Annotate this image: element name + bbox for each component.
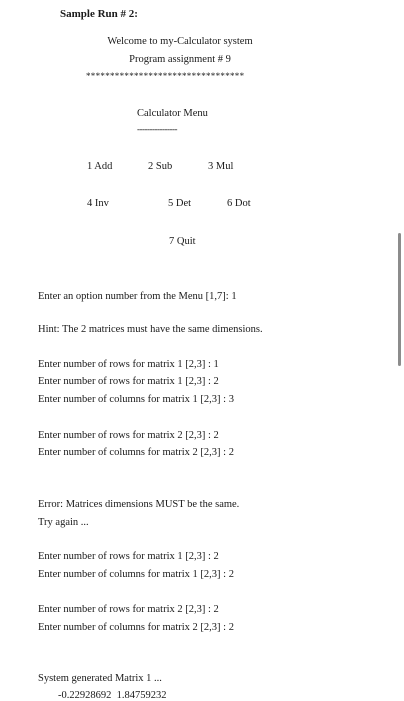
try-again-message: Try again ...: [38, 517, 89, 528]
matrix2-cols-prompt: Enter number of columns for matrix 2 [2,3] : 2: [38, 447, 234, 458]
menu-option-quit: 7 Quit: [169, 236, 196, 247]
assignment-line: Program assignment # 9: [129, 54, 231, 65]
matrix2-cols-prompt: Enter number of columns for matrix 2 [2,3] : 2: [38, 622, 234, 633]
menu-option-mul: 3 Mul: [208, 161, 234, 172]
hint-line: Hint: The 2 matrices must have the same dimensions.: [38, 324, 263, 335]
menu-option-add: 1 Add: [87, 161, 113, 172]
menu-option-sub: 2 Sub: [148, 161, 173, 172]
matrix1-cols-prompt: Enter number of columns for matrix 1 [2,3] : 3: [38, 394, 234, 405]
welcome-line: Welcome to my-Calculator system: [107, 36, 253, 47]
menu-underline: ----------------: [137, 124, 177, 134]
matrix2-rows-prompt: Enter number of rows for matrix 2 [2,3] : 2: [38, 604, 219, 615]
error-message: Error: Matrices dimensions MUST be the same.: [38, 499, 240, 510]
vertical-scrollbar[interactable]: [398, 233, 401, 366]
matrix1-cols-prompt: Enter number of columns for matrix 1 [2,3] : 2: [38, 569, 234, 580]
generated-matrix-label: System generated Matrix 1 ...: [38, 673, 162, 684]
menu-option-inv: 4 Inv: [87, 198, 109, 209]
matrix1-rows-prompt: Enter number of rows for matrix 1 [2,3] : 2: [38, 551, 219, 562]
menu-option-dot: 6 Dot: [227, 198, 251, 209]
matrix2-rows-prompt: Enter number of rows for matrix 2 [2,3] : 2: [38, 430, 219, 441]
menu-option-det: 5 Det: [168, 198, 192, 209]
option-prompt: Enter an option number from the Menu [1,7]: 1: [38, 291, 237, 302]
matrix-row: -0.22928692 1.84759232: [58, 690, 167, 701]
menu-heading: Calculator Menu: [137, 108, 208, 119]
matrix1-rows-prompt: Enter number of rows for matrix 1 [2,3] : 1: [38, 359, 219, 370]
stars-divider: *********************************: [86, 71, 245, 81]
page-title: Sample Run # 2:: [60, 8, 138, 20]
matrix1-rows-prompt: Enter number of rows for matrix 1 [2,3] : 2: [38, 376, 219, 387]
